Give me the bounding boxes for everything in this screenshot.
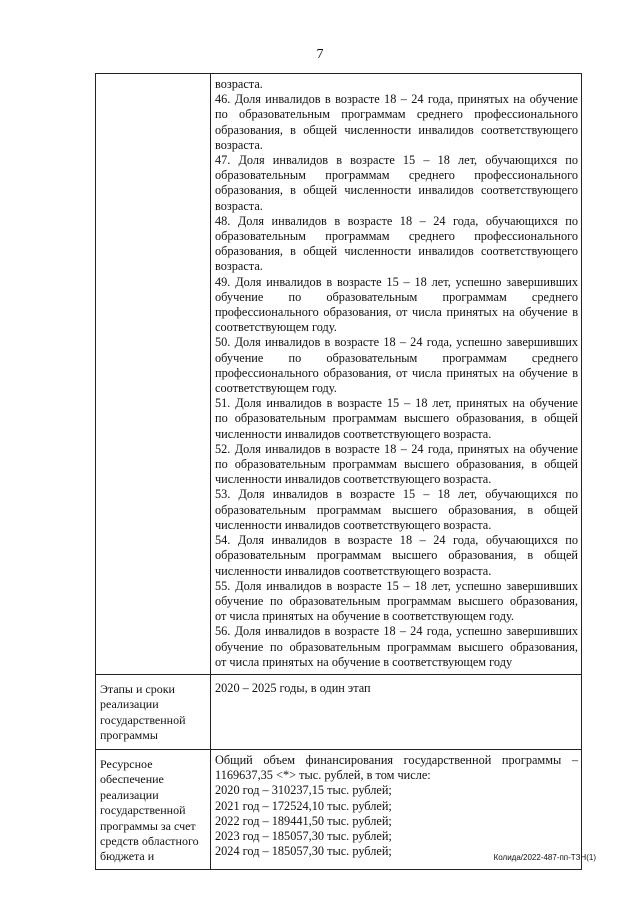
indicator-line: образования, в общей численности инвалидов соответствующего [215, 244, 578, 259]
financing-year-line: 2022 год – 189441,50 тыс. рублей; [215, 813, 392, 828]
indicator-line: 56. Доля инвалидов в возрасте 18 – 24 года, успешно завершивших [215, 624, 578, 639]
indicator-line: образовательным программам среднего профессионального [215, 229, 578, 244]
indicator-line: численности инвалидов соответствующего возраста. [215, 472, 492, 487]
indicators-list [211, 74, 582, 675]
indicator-line: 47. Доля инвалидов в возрасте 15 – 18 лет, обучающихся по [215, 153, 578, 168]
indicator-line: образования, в общей численности инвалидов соответствующего [215, 183, 578, 198]
indicator-line: образовательным программам высшего образования, в общей [215, 502, 578, 517]
indicator-line: образовательным программам высшего образования, в общей [215, 548, 578, 563]
indicator-line: соответствующем году. [215, 320, 337, 335]
indicator-line: 49. Доля инвалидов в возрасте 15 – 18 лет, успешно завершивших [215, 274, 578, 289]
label-line: Этапы и сроки [100, 681, 175, 696]
indicators-row [96, 74, 582, 675]
indicator-line: профессионального образования, от числа принятых на обучение в [215, 365, 578, 380]
financing-intro-line-2: 1169637,35 <*> тыс. рублей, в том числе: [215, 768, 431, 783]
indicator-line: образовательным программам среднего профессионального [215, 168, 578, 183]
financing-year-line: 2023 год – 185057,30 тыс. рублей; [215, 828, 392, 843]
indicator-line: 50. Доля инвалидов в возрасте 18 – 24 года, успешно завершивших [215, 335, 578, 350]
indicator-line: 52. Доля инвалидов в возрасте 18 – 24 года, принятых на обучение [215, 441, 578, 456]
financing-year-line: 2024 год – 185057,30 тыс. рублей; [215, 844, 392, 859]
program-passport-table [95, 73, 582, 870]
stages-label [96, 674, 211, 749]
label-line: программы за счет [100, 818, 196, 833]
indicator-line: 53. Доля инвалидов в возрасте 15 – 18 лет, обучающихся по [215, 487, 578, 502]
indicator-line: образования, в общей численности инвалидов соответствующего [215, 122, 578, 137]
label-line: государственной [100, 803, 186, 818]
indicator-line: численности инвалидов соответствующего возраста. [215, 517, 492, 532]
indicator-line: возраста. [215, 77, 263, 91]
resources-label [96, 749, 211, 869]
indicator-line: по образовательным программам высшего образования, в общей [215, 457, 578, 472]
label-line: реализации [100, 697, 159, 712]
indicator-line: соответствующем году. [215, 381, 337, 396]
indicator-line: по образовательным программам высшего образования, в общей [215, 411, 578, 426]
page-number: 7 [316, 47, 324, 62]
indicator-line: обучение по образовательным программам среднего [215, 350, 578, 365]
label-line: Ресурсное [100, 756, 153, 771]
document-code: Колида/2022-487-пп-ТЗН(1) [493, 853, 596, 862]
indicator-line: возраста. [215, 259, 263, 274]
resources-row [96, 749, 582, 869]
indicator-line: обучение по образовательным программам высшего образования, [215, 639, 578, 654]
indicator-line: профессионального образования, от числа принятых на обучение в [215, 305, 578, 320]
indicator-line: 55. Доля инвалидов в возрасте 15 – 18 лет, успешно завершивших [215, 578, 578, 593]
label-line: бюджета и [100, 849, 155, 864]
indicator-line: обучение по образовательным программам высшего образования, [215, 593, 578, 608]
resources-value [211, 749, 582, 869]
indicators-label-cell [96, 74, 211, 675]
label-line: программы [100, 728, 158, 743]
indicator-line: от числа принятых на обучение в соответствующем году. [215, 609, 514, 624]
indicator-line: 48. Доля инвалидов в возрасте 18 – 24 года, обучающихся по [215, 213, 578, 228]
financing-years-list [215, 783, 578, 859]
label-line: государственной [100, 712, 186, 727]
indicator-line: 54. Доля инвалидов в возрасте 18 – 24 года, обучающихся по [215, 533, 578, 548]
indicator-line: по образовательным программам среднего профессионального [215, 107, 578, 122]
label-line: реализации [100, 787, 159, 802]
indicator-line: обучение по образовательным программам среднего [215, 289, 578, 304]
financing-year-line: 2020 год – 310237,15 тыс. рублей; [215, 783, 392, 798]
indicator-line: 51. Доля инвалидов в возрасте 15 – 18 лет, принятых на обучение [215, 396, 578, 411]
stages-value: 2020 – 2025 годы, в один этап [211, 674, 582, 749]
indicator-line: от числа принятых на обучение в соответствующем году [215, 654, 513, 669]
financing-year-line: 2021 год – 172524,10 тыс. рублей; [215, 798, 392, 813]
indicator-line: численности инвалидов соответствующего возраста. [215, 563, 492, 578]
indicator-line: возраста. [215, 137, 263, 152]
financing-intro-line-1: Общий объем финансирования государственной программы – [215, 752, 578, 767]
stages-row [96, 674, 582, 749]
indicator-line: возраста. [215, 198, 263, 213]
label-line: обеспечение [100, 772, 164, 787]
label-line: средств областного [100, 833, 199, 848]
indicator-line: 46. Доля инвалидов в возрасте 18 – 24 года, принятых на обучение [215, 92, 578, 107]
indicator-line: численности инвалидов соответствующего возраста. [215, 426, 492, 441]
